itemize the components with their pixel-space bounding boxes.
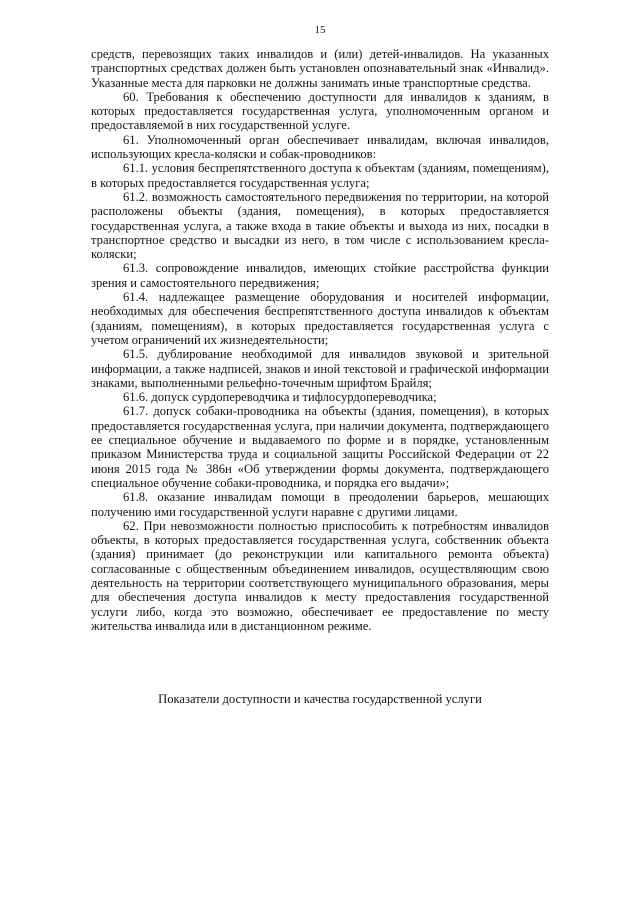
paragraph-61-1: 61.1. условия беспрепятственного доступа к объектам (зданиям, помещениям), в которых предоставляется государственная услуга; [91,161,549,190]
paragraph-61-2: 61.2. возможность самостоятельного передвижения по территории, на которой расположены объекты (здания, помещения), в которых предоставляется государственная услуга, а также входа в такие объекты и выхода из них, посадки в транспортное средство и высадки из него, в том числе с использованием кресла-коляски; [91,189,549,262]
paragraph-61: 61. Уполномоченный орган обеспечивает инвалидам, включая инвалидов, использующих кресла-коляски и собак-проводников: [91,132,549,162]
paragraph-61-3: 61.3. сопровождение инвалидов, имеющих стойкие расстройства функции зрения и самостоятельного передвижения; [91,261,549,290]
document-body [91,47,549,633]
paragraph-60: 60. Требования к обеспечению доступности для инвалидов к зданиям, в которых предоставляется государственная услуга, уполномоченным органом и предоставляемой в них государственной услуге. [91,89,549,133]
page-number: 15 [314,24,326,36]
paragraph-61-7: 61.7. допуск собаки-проводника на объекты (здания, помещения), в которых предоставляется государственная услуга, при наличии документа, подтверждающего ее специальное обучение и выдаваемого по форме и в порядке, установленным приказом Министерства труда и социальной защиты Российской Федерации от 22 июня 2015 года № 386н «Об утверждении формы документа, подтверждающего специальное обучение собаки-проводника, и порядка его выдачи»; [91,404,549,490]
paragraph-61-5: 61.5. дублирование необходимой для инвалидов звуковой и зрительной информации, а также надписей, знаков и иной текстовой и графической информации знаками, выполненными рельефно-точечным шрифтом Брайля; [91,347,549,390]
section-heading: Показатели доступности и качества государственной услуги [158,692,482,706]
paragraph-continuation: средств, перевозящих таких инвалидов и (или) детей-инвалидов. На указанных транспортных средствах должен быть установлен опознавательный знак «Инвалид». Указанные места для парковки не должны занимать иные транспортные средства. [91,47,549,90]
paragraph-61-8: 61.8. оказание инвалидам помощи в преодолении барьеров, мешающих получению ими государственной услуги наравне с другими лицами. [91,490,549,519]
paragraph-61-4: 61.4. надлежащее размещение оборудования и носителей информации, необходимых для обеспечения беспрепятственного доступа инвалидов к объектам (зданиям, помещениям), в которых предоставляется государственная услуга с учетом ограничений их жизнедеятельности; [91,290,549,347]
paragraph-61-6: 61.6. допуск сурдопереводчика и тифлосурдопереводчика; [123,390,437,405]
paragraph-62: 62. При невозможности полностью приспособить к потребностям инвалидов объекты, в которых предоставляется государственная услуга, собственник объекта (здания) принимает (до реконструкции или капитального ремонта объекта) согласованные с общественным объединением инвалидов, осуществляющим свою деятельность на территории соответствующего муниципального образования, меры для обеспечения доступа инвалидов к месту предоставления государственной услуги либо, когда это возможно, обеспечивает ее предоставление по месту жительства инвалида или в дистанционном режиме. [91,518,549,633]
